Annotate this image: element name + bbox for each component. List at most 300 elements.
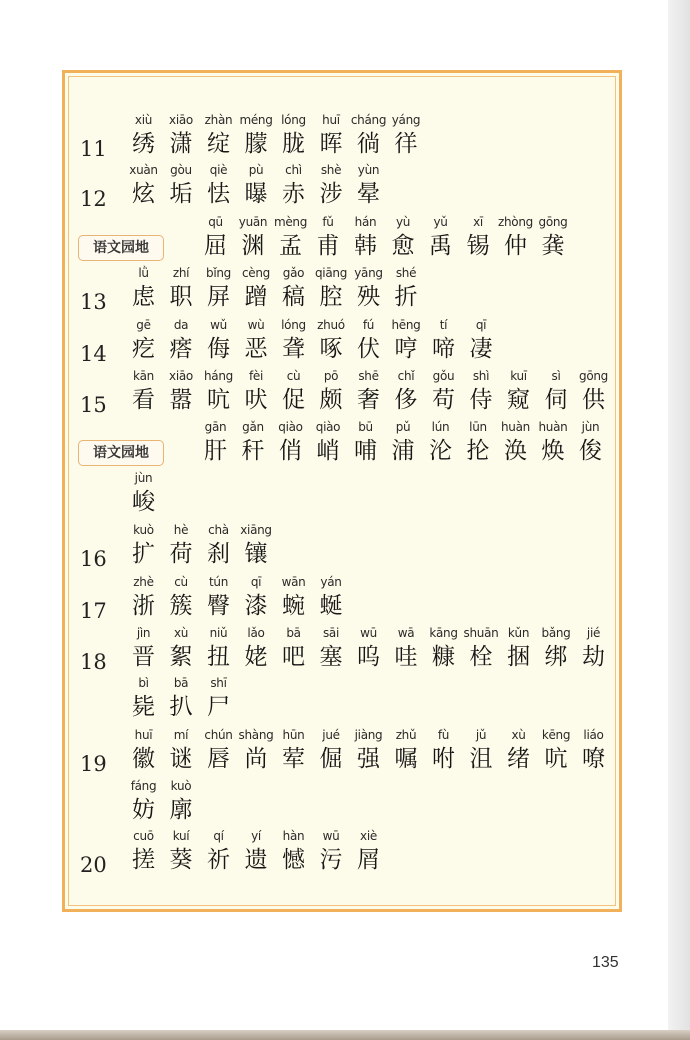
hanzi: 腔 [319, 284, 343, 310]
lesson-number: 13 [80, 290, 107, 314]
hanzi: 峭 [316, 438, 340, 464]
hanzi: 荷 [169, 541, 193, 567]
lesson-number: 15 [80, 393, 107, 417]
character-item [125, 367, 162, 419]
hanzi: 朦 [244, 131, 268, 157]
character-item [163, 777, 200, 829]
hanzi: 刹 [207, 541, 230, 567]
pinyin: jiàng [354, 728, 383, 742]
lesson-number: 16 [80, 547, 107, 571]
pinyin: kāng [429, 626, 458, 640]
character-item [163, 521, 200, 573]
hanzi: 哇 [394, 644, 418, 670]
hanzi: 屈 [204, 233, 227, 259]
character-item [163, 573, 200, 625]
character-item [163, 264, 200, 316]
character-item [425, 624, 462, 676]
pinyin: tún [208, 575, 229, 589]
pinyin: xiāo [169, 369, 193, 383]
hanzi: 强 [357, 746, 380, 772]
character-item [463, 726, 500, 778]
hanzi: 浙 [132, 593, 155, 619]
hanzi: 焕 [541, 438, 565, 464]
character-item [163, 367, 200, 419]
character-item [500, 624, 537, 676]
hanzi: 瘩 [169, 336, 193, 362]
lesson-number: 18 [80, 650, 107, 674]
hanzi: 秆 [241, 438, 265, 464]
hanzi: 俏 [279, 438, 302, 464]
hanzi: 徽 [132, 746, 155, 772]
character-list [125, 367, 613, 419]
character-item [200, 827, 237, 879]
pinyin: shàng [238, 728, 274, 742]
pinyin: jǔ [475, 728, 487, 742]
hanzi: 苟 [432, 387, 455, 413]
pinyin: liáo [583, 728, 604, 742]
character-item [385, 213, 422, 265]
character-item [200, 316, 237, 368]
pinyin: qū [208, 215, 223, 229]
character-item [535, 213, 572, 265]
pinyin: xuàn [129, 163, 158, 177]
character-item [350, 161, 387, 213]
hanzi: 糠 [432, 644, 455, 670]
pinyin: qiào [278, 420, 303, 434]
character-item [275, 264, 312, 316]
hanzi: 稿 [282, 284, 305, 310]
hanzi: 吭 [207, 387, 230, 413]
pinyin: bā [286, 626, 301, 640]
pinyin: cù [286, 369, 301, 383]
character-item [238, 161, 275, 213]
hanzi: 侍 [469, 387, 493, 413]
character-item [125, 624, 162, 676]
character-item [463, 316, 500, 368]
pinyin: sāi [322, 626, 340, 640]
character-item [535, 418, 572, 470]
pinyin: fú [362, 318, 375, 332]
hanzi: 廓 [169, 797, 193, 823]
lesson-row [65, 316, 625, 368]
hanzi: 奢 [357, 387, 380, 413]
character-item [572, 418, 609, 470]
pinyin: lóng [281, 113, 306, 127]
character-item [460, 418, 497, 470]
pinyin: shuān [463, 626, 499, 640]
character-item [425, 316, 462, 368]
character-item [575, 367, 612, 419]
hanzi: 尚 [244, 746, 268, 772]
lesson-row [65, 469, 625, 521]
character-list [125, 521, 275, 573]
pinyin: qī [475, 318, 487, 332]
hanzi: 折 [394, 284, 418, 310]
pinyin: wū [360, 626, 377, 640]
hanzi: 晕 [357, 181, 380, 207]
hanzi: 凄 [469, 336, 493, 362]
character-item [275, 316, 312, 368]
character-list [125, 726, 613, 778]
pinyin: yáng [391, 113, 421, 127]
pinyin: sì [551, 369, 561, 383]
lesson-row [65, 726, 625, 778]
pinyin: bǐng [206, 266, 231, 280]
hanzi: 咐 [432, 746, 455, 772]
hanzi: 曝 [244, 181, 268, 207]
hanzi: 龚 [541, 233, 565, 259]
hanzi: 颇 [319, 387, 343, 413]
hanzi: 俊 [579, 438, 602, 464]
pinyin: zhǔ [395, 728, 417, 742]
hanzi: 捆 [507, 644, 530, 670]
hanzi: 绣 [132, 131, 155, 157]
pinyin: chǐ [397, 369, 415, 383]
pinyin: yuān [238, 215, 268, 229]
hanzi: 尸 [207, 694, 230, 720]
character-item [500, 726, 537, 778]
pinyin: shē [358, 369, 379, 383]
character-item [238, 624, 275, 676]
pinyin: xù [173, 626, 189, 640]
hanzi: 哼 [394, 336, 418, 362]
pinyin: chà [208, 523, 229, 537]
character-item [347, 213, 384, 265]
hanzi: 屑 [357, 847, 380, 873]
hanzi: 伏 [357, 336, 380, 362]
character-item [388, 367, 425, 419]
character-item [197, 418, 234, 470]
character-item [460, 213, 497, 265]
hanzi: 栓 [469, 644, 493, 670]
pinyin: kǔn [507, 626, 530, 640]
pinyin: shì [472, 369, 490, 383]
pinyin: kuī [510, 369, 527, 383]
hanzi: 涣 [504, 438, 527, 464]
lesson-row [65, 161, 625, 213]
hanzi: 绽 [207, 131, 230, 157]
character-item [347, 418, 384, 470]
pinyin: wā [397, 626, 415, 640]
pinyin: wǔ [210, 318, 227, 332]
pinyin: yán [320, 575, 342, 589]
pinyin: yāng [354, 266, 383, 280]
pinyin: huī [322, 113, 340, 127]
hanzi: 晋 [132, 644, 155, 670]
character-list [125, 111, 425, 163]
hanzi: 吠 [244, 387, 268, 413]
lesson-row [65, 827, 625, 879]
pinyin: cuō [133, 829, 154, 843]
character-item [313, 161, 350, 213]
pinyin: lǜ [138, 266, 149, 280]
pinyin: jié [586, 626, 601, 640]
hanzi: 祈 [207, 847, 230, 873]
character-item [275, 726, 312, 778]
character-item [538, 624, 575, 676]
hanzi: 孟 [279, 233, 302, 259]
character-item [200, 367, 237, 419]
hanzi: 伺 [544, 387, 568, 413]
section-badge: 语文园地 [78, 235, 164, 261]
character-item [313, 827, 350, 879]
pinyin: xiè [360, 829, 377, 843]
character-list [125, 264, 425, 316]
character-item [125, 316, 162, 368]
pinyin: zhuó [317, 318, 345, 332]
hanzi: 劫 [582, 644, 605, 670]
pinyin: qiào [315, 420, 341, 434]
character-list [125, 469, 163, 521]
hanzi: 仲 [504, 233, 527, 259]
pinyin: wān [281, 575, 306, 589]
character-list [125, 161, 388, 213]
character-item [313, 726, 350, 778]
character-item [272, 213, 309, 265]
hanzi: 塞 [319, 644, 343, 670]
lesson-row [65, 418, 625, 470]
hanzi: 韩 [354, 233, 377, 259]
bottom-binding-strip [0, 1030, 690, 1040]
hanzi: 徜 [357, 131, 380, 157]
hanzi: 促 [282, 387, 305, 413]
character-list [125, 624, 613, 676]
hanzi: 沦 [429, 438, 452, 464]
lesson-number: 12 [80, 187, 107, 211]
hanzi: 潇 [169, 131, 193, 157]
pinyin: jìn [136, 626, 151, 640]
character-item [275, 367, 312, 419]
hanzi: 侮 [207, 336, 230, 362]
hanzi: 看 [132, 387, 155, 413]
lesson-row [65, 624, 625, 676]
pinyin: zhè [133, 575, 154, 589]
pinyin: kuí [172, 829, 190, 843]
hanzi: 绪 [507, 746, 530, 772]
character-item [125, 827, 162, 879]
character-item [463, 624, 500, 676]
hanzi: 甫 [316, 233, 340, 259]
pinyin: jùn [581, 420, 600, 434]
lesson-row [65, 264, 625, 316]
pinyin: gǎo [282, 266, 305, 280]
pinyin: mí [173, 728, 189, 742]
pinyin: fèi [248, 369, 264, 383]
character-item [238, 827, 275, 879]
hanzi: 污 [319, 847, 343, 873]
character-item [575, 624, 612, 676]
character-item [422, 418, 459, 470]
hanzi: 吭 [544, 746, 568, 772]
hanzi: 屏 [207, 284, 230, 310]
pinyin: fù [437, 728, 450, 742]
pinyin: niǔ [209, 626, 228, 640]
character-item [125, 469, 162, 521]
hanzi: 峻 [132, 489, 155, 515]
character-list [197, 213, 572, 265]
character-item [235, 418, 272, 470]
pinyin: pù [248, 163, 264, 177]
hanzi: 供 [582, 387, 605, 413]
pinyin: wù [247, 318, 265, 332]
hanzi: 妨 [132, 797, 155, 823]
character-item [385, 418, 422, 470]
character-item [125, 264, 162, 316]
lesson-row [65, 521, 625, 573]
pinyin: hán [354, 215, 377, 229]
character-item [125, 777, 162, 829]
pinyin: xù [511, 728, 526, 742]
character-item [200, 264, 237, 316]
character-item [163, 726, 200, 778]
pinyin: qí [213, 829, 224, 843]
pinyin: chì [285, 163, 302, 177]
character-list [125, 674, 238, 726]
character-item [200, 624, 237, 676]
hanzi: 呜 [357, 644, 380, 670]
hanzi: 窥 [507, 387, 530, 413]
hanzi: 啼 [432, 336, 455, 362]
character-item [163, 674, 200, 726]
hanzi: 赤 [282, 181, 305, 207]
character-item [275, 573, 312, 625]
hanzi: 嘹 [582, 746, 605, 772]
character-item [388, 726, 425, 778]
lesson-number: 11 [80, 137, 107, 161]
pinyin: lǎo [247, 626, 265, 640]
character-item [388, 624, 425, 676]
lesson-row [65, 367, 625, 419]
pinyin: gē [136, 318, 151, 332]
pinyin: gǒu [432, 369, 455, 383]
hanzi: 吧 [282, 644, 305, 670]
pinyin: bǎng [541, 626, 571, 640]
character-item [388, 111, 425, 163]
pinyin: zhàn [204, 113, 233, 127]
pinyin: qiè [209, 163, 228, 177]
pinyin: háng [204, 369, 233, 383]
pinyin: yǔ [433, 215, 448, 229]
character-item [125, 161, 162, 213]
lesson-number: 19 [80, 752, 107, 776]
lesson-row [65, 674, 625, 726]
character-item [125, 111, 162, 163]
pinyin: cháng [350, 113, 387, 127]
pinyin: qī [250, 575, 262, 589]
character-item [310, 213, 347, 265]
lesson-row [65, 777, 625, 829]
pinyin: lūn [469, 420, 487, 434]
character-item [313, 316, 350, 368]
hanzi: 倔 [319, 746, 343, 772]
character-item [197, 213, 234, 265]
hanzi: 绑 [544, 644, 568, 670]
pinyin: gòu [170, 163, 192, 177]
pinyin: fáng [130, 779, 157, 793]
pinyin: wū [322, 829, 340, 843]
pinyin: hūn [282, 728, 305, 742]
character-item [425, 367, 462, 419]
hanzi: 唇 [207, 746, 230, 772]
character-item [275, 827, 312, 879]
hanzi: 谜 [169, 746, 193, 772]
hanzi: 蹭 [244, 284, 268, 310]
hanzi: 臀 [207, 593, 230, 619]
pinyin: yùn [357, 163, 380, 177]
pinyin: shé [395, 266, 417, 280]
character-item [125, 521, 162, 573]
pinyin: hàn [282, 829, 305, 843]
hanzi: 哺 [354, 438, 377, 464]
character-item [163, 624, 200, 676]
character-item [125, 674, 162, 726]
pinyin: gǎn [242, 420, 264, 434]
hanzi: 葵 [169, 847, 193, 873]
pinyin: chún [204, 728, 233, 742]
character-item [125, 726, 162, 778]
character-item [313, 573, 350, 625]
character-item [163, 316, 200, 368]
page-edge-shadow [668, 0, 690, 1040]
pinyin: shè [320, 163, 342, 177]
pinyin: huī [134, 728, 153, 742]
character-item [125, 573, 162, 625]
pinyin: da [173, 318, 189, 332]
hanzi: 职 [169, 284, 193, 310]
pinyin: xiù [134, 113, 153, 127]
pinyin: jùn [134, 471, 153, 485]
character-item [238, 573, 275, 625]
character-item [388, 316, 425, 368]
hanzi: 禹 [429, 233, 452, 259]
hanzi: 扩 [132, 541, 155, 567]
character-item [238, 316, 275, 368]
pinyin: hēng [391, 318, 421, 332]
character-item [163, 827, 200, 879]
section-badge: 语文园地 [78, 440, 164, 466]
character-list [125, 316, 500, 368]
hanzi: 侈 [394, 387, 418, 413]
character-item [235, 213, 272, 265]
pinyin: xī [473, 215, 483, 229]
pinyin: qiāng [314, 266, 348, 280]
hanzi: 渊 [241, 233, 265, 259]
lesson-number: 17 [80, 599, 107, 623]
character-item [238, 521, 275, 573]
character-item [200, 573, 237, 625]
pinyin: kēng [541, 728, 571, 742]
pinyin: lún [431, 420, 450, 434]
character-item [350, 316, 387, 368]
pinyin: kuò [133, 523, 154, 537]
character-item [310, 418, 347, 470]
pinyin: yí [251, 829, 261, 843]
character-list [125, 573, 350, 625]
character-item [350, 827, 387, 879]
hanzi: 沮 [469, 746, 493, 772]
character-item [388, 264, 425, 316]
character-item [425, 726, 462, 778]
hanzi: 扒 [169, 694, 193, 720]
hanzi: 蜿 [282, 593, 305, 619]
vocabulary-table-frame [62, 70, 622, 912]
character-list [125, 777, 200, 829]
character-item [238, 264, 275, 316]
character-item [538, 367, 575, 419]
pinyin: huàn [501, 420, 530, 434]
hanzi: 锡 [466, 233, 490, 259]
pinyin: yù [395, 215, 411, 229]
